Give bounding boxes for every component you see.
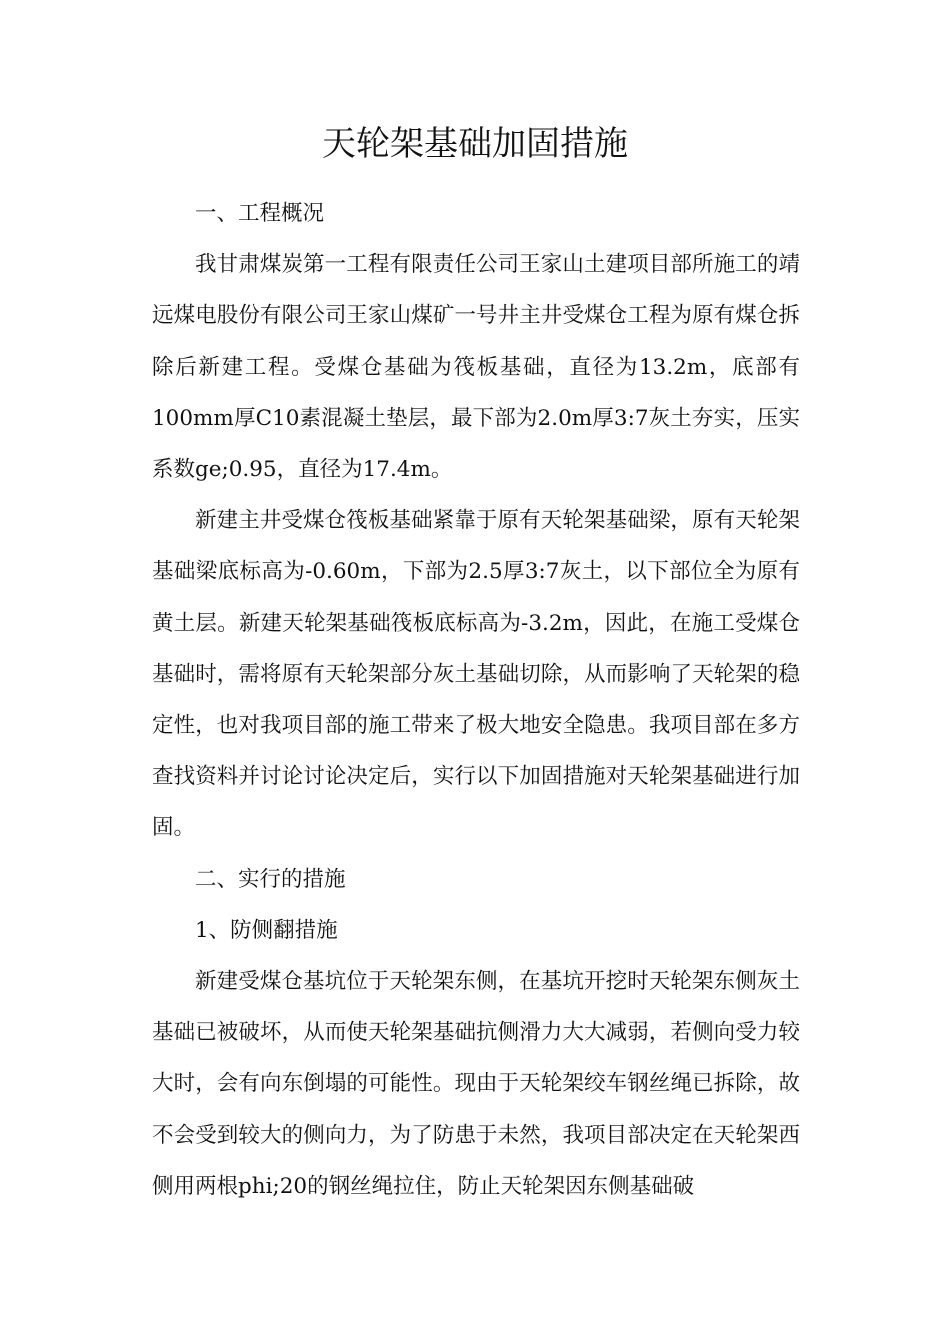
section-heading-overview: 一、工程概况 [195,201,325,226]
document-body [152,188,800,1212]
section-heading-measures: 二、实行的措施 [195,866,346,892]
paragraph-foundation-condition: 新建主井受煤仓筏板基础紧靠于原有天轮架基础梁，原有天轮架基础梁底标高为-0.60m，下部为2.5厚3:7灰土，以下部位全为原有黄土层。新建天轮架基础筏板底标高为-3.2m，因此，在施工受煤仓基础时，需将原有天轮架部分灰土基础切除，从而影响了天轮架的稳定性，也对我项目部的施工带来了极大地安全隐患。我项目部在多方查找资料并讨论讨论决定后，实行以下加固措施对天轮架基础进行加固。 [152,508,800,841]
paragraph-anti-overturn: 新建受煤仓基坑位于天轮架东侧，在基坑开挖时天轮架东侧灰土基础已被破坏，从而使天轮架基础抗侧滑力大大减弱，若侧向受力较大时，会有向东倒塌的可能性。现由于天轮架绞车钢丝绳已拆除，故不会受到较大的侧向力，为了防患于未然，我项目部决定在天轮架西侧用两根phi;20的钢丝绳拉住，防止天轮架因东侧基础破 [152,969,800,1199]
subsection-heading-anti-overturn: 1、防侧翻措施 [195,917,338,943]
document-title: 天轮架基础加固措施 [322,124,628,164]
paragraph-project-overview: 我甘肃煤炭第一工程有限责任公司王家山土建项目部所施工的靖远煤电股份有限公司王家山煤矿一号井主井受煤仓工程为原有煤仓拆除后新建工程。受煤仓基础为筏板基础，直径为13.2m，底部有100mm厚C10素混凝土垫层，最下部为2.0m厚3:7灰土夯实，压实系数ge;0.95，直径为17.4m。 [152,252,800,483]
